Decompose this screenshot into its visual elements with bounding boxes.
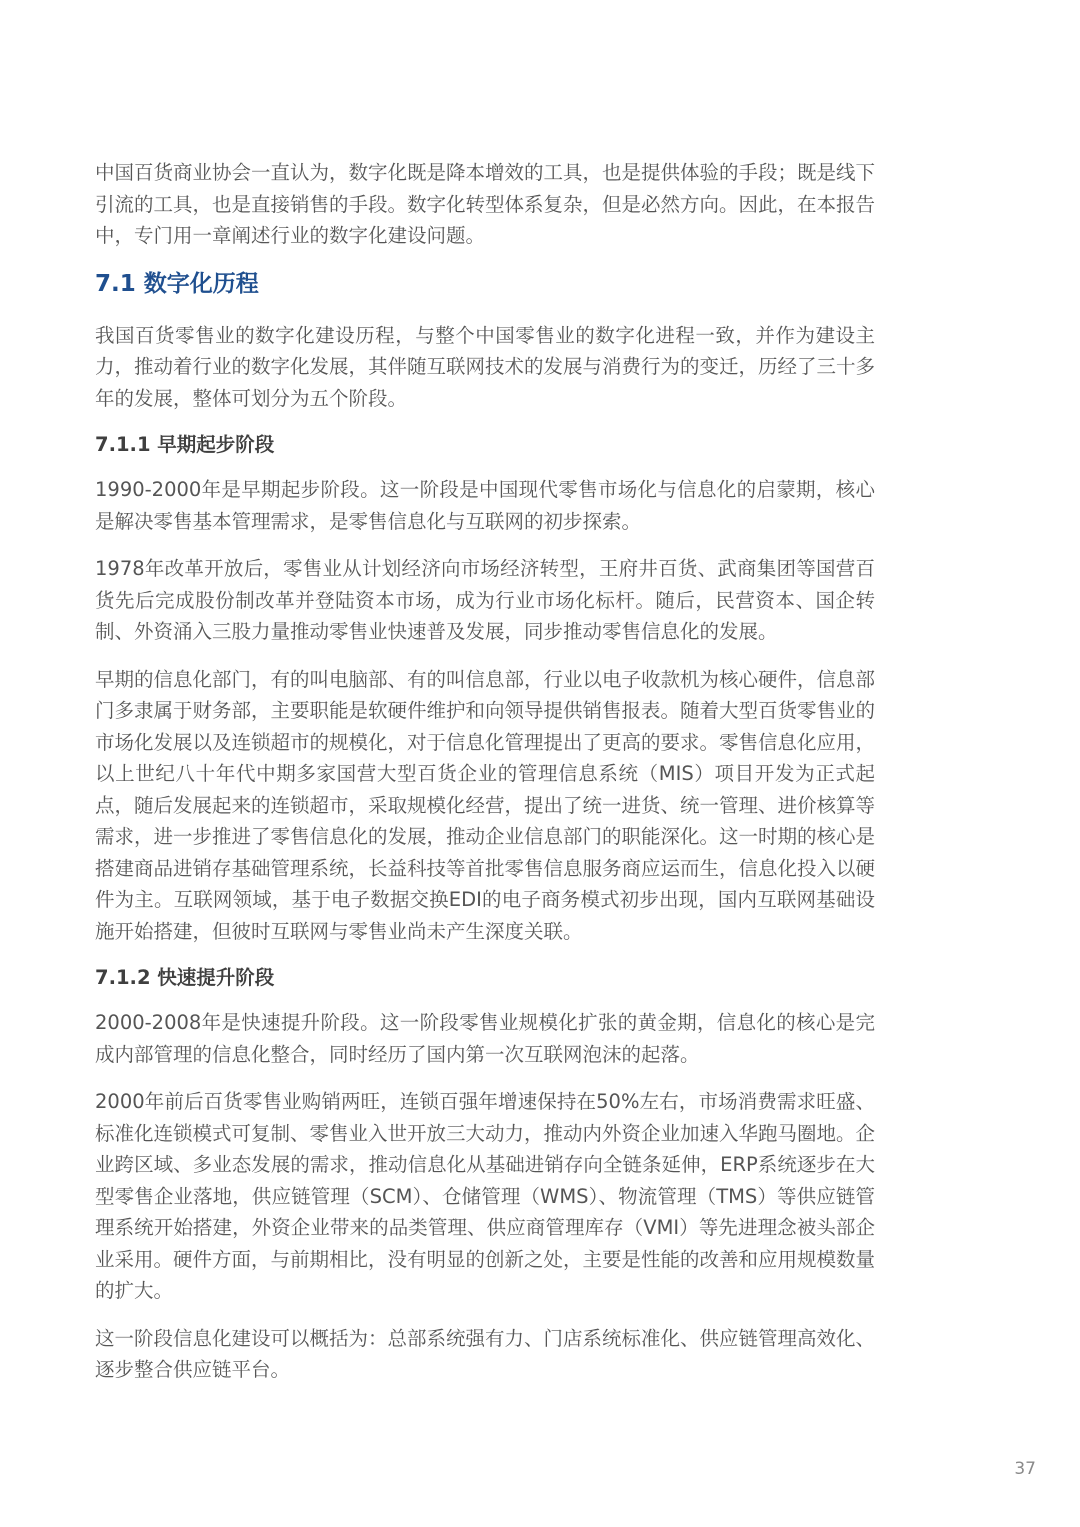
early-stage-paragraph-1: 1990-2000年是早期起步阶段。这一阶段是中国现代零售市场化与信息化的启蒙期，核心是解决零售基本管理需求，是零售信息化与互联网的初步探索。 xyxy=(95,478,875,533)
page-number: 37 xyxy=(1014,1459,1036,1479)
section-paragraph: 我国百货零售业的数字化建设历程，与整个中国零售业的数字化进程一致，并作为建设主力，推动着行业的数字化发展，其伴随互联网技术的发展与消费行为的变迁，历经了三十多年的发展，整体可划分为五个阶段。 xyxy=(95,323,876,410)
rapid-growth-paragraph-1: 2000-2008年是快速提升阶段。这一阶段零售业规模化扩张的黄金期，信息化的核心是完成内部管理的信息化整合，同时经历了国内第一次互联网泡沫的起落。 xyxy=(95,1011,875,1066)
subsection-title-early-stage: 7.1.1 早期起步阶段 xyxy=(95,433,275,456)
document-body xyxy=(95,157,875,1402)
rapid-growth-paragraph-3: 这一阶段信息化建设可以概括为：总部系统强有力、门店系统标准化、供应链管理高效化、逐步整合供应链平台。 xyxy=(95,1326,876,1381)
section-title: 7.1 数字化历程 xyxy=(95,270,259,297)
intro-paragraph: 中国百货商业协会一直认为，数字化既是降本增效的工具，也是提供体验的手段；既是线下引流的工具，也是直接销售的手段。数字化转型体系复杂，但是必然方向。因此，在本报告中，专门用一章阐述行业的数字化建设问题。 xyxy=(95,161,876,247)
early-stage-paragraph-2: 1978年改革开放后，零售业从计划经济向市场经济转型，王府井百货、武商集团等国营百货先后完成股份制改革并登陆资本市场，成为行业市场化标杆。随后，民营资本、国企转制、外资涌入三股力量推动零售业快速普及发展，同步推动零售信息化的发展。 xyxy=(95,557,875,643)
early-stage-paragraph-3: 早期的信息化部门，有的叫电脑部、有的叫信息部，行业以电子收款机为核心硬件，信息部门多隶属于财务部，主要职能是软硬件维护和向领导提供销售报表。随着大型百货零售业的市场化发展以及连锁超市的规模化，对于信息化管理提出了更高的要求。零售信息化应用，以上世纪八十年代中期多家国营大型百货企业的管理信息系统（MIS）项目开发为正式起点，随后发展起来的连锁超市，采取规模化经营，提出了统一进货、统一管理、进价核算等需求，进一步推进了零售信息化的发展，推动企业信息部门的职能深化。这一时期的核心是搭建商品进销存基础管理系统，长益科技等首批零售信息服务商应运而生，信息化投入以硬件为主。互联网领域，基于电子数据交换EDI的电子商务模式初步出现，国内互联网基础设施开始搭建，但彼时互联网与零售业尚未产生深度关联。 xyxy=(95,667,876,943)
subsection-title-rapid-growth: 7.1.2 快速提升阶段 xyxy=(95,966,275,989)
rapid-growth-paragraph-2: 2000年前后百货零售业购销两旺，连锁百强年增速保持在50%左右，市场消费需求旺盛、标准化连锁模式可复制、零售业入世开放三大动力，推动内外资企业加速入华跑马圈地。企业跨区域、多业态发展的需求，推动信息化从基础进销存向全链条延伸，ERP系统逐步在大型零售企业落地，供应链管理（SCM）、仓储管理（WMS）、物流管理（TMS）等供应链管理系统开始搭建，外资企业带来的品类管理、供应商管理库存（VMI）等先进理念被头部企业采用。硬件方面，与前期相比，没有明显的创新之处，主要是性能的改善和应用规模数量的扩大。 xyxy=(95,1090,876,1302)
